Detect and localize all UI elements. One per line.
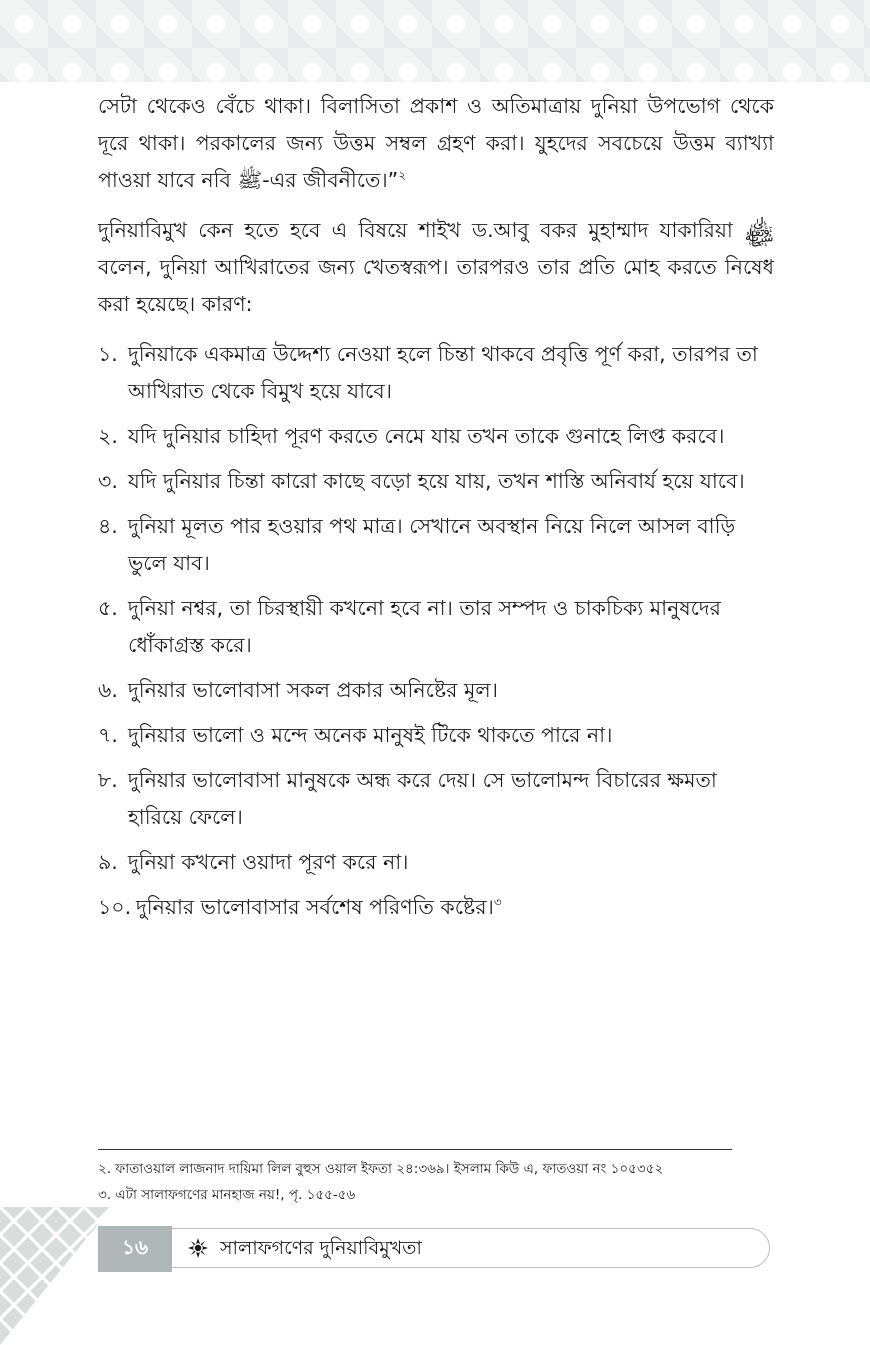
list-text: দুনিয়া মূলত পার হওয়ার পথ মাত্র। সেখানে অবস্থান নিয়ে নিলে আসল বাড়ি ভুলে যাব। <box>128 514 736 575</box>
list-item <box>98 418 774 455</box>
footnotes <box>98 1156 798 1208</box>
list-number: ৩. <box>98 469 118 493</box>
footnote-3: ৩. এটা সালাফগণের মানহাজ নয়!, পৃ. ১৫৫-৫৬ <box>98 1187 356 1203</box>
page-number: ১৬ <box>98 1226 172 1272</box>
list-text: দুনিয়ার ভালোবাসা মানুষকে অন্ধ করে দেয়। সে ভালোমন্দ বিচারের ক্ষমতা হারিয়ে ফেলে। <box>128 768 717 829</box>
list-item <box>98 672 774 709</box>
list-text: দুনিয়া কখনো ওয়াদা পূরণ করে না। <box>128 850 409 874</box>
footnote-2: ২. ফাতাওয়াল লাজনাদ দায়িমা লিল বুহুস ওয়াল ইফতা ২৪:৩৬৯। ইসলাম কিউ এ, ফাতওয়া নং ১০৫৩৫২ <box>98 1161 664 1177</box>
book-title: সালাফগণের দুনিয়াবিমুখতা <box>220 1237 422 1259</box>
list-text: দুনিয়ার ভালো ও মন্দে অনেক মানুষই টিকে থাকতে পারে না। <box>128 723 613 747</box>
footnote-ref-3[interactable]: ৩ <box>493 895 502 910</box>
list-text: যদি দুনিয়ার চাহিদা পূরণ করতে নেমে যায় তখন তাকে গুনাহে লিপ্ত করবে। <box>128 424 725 448</box>
list-item <box>98 889 774 926</box>
page-body <box>98 88 774 934</box>
footnote-ref-2[interactable]: ২ <box>398 168 407 183</box>
list-text: যদি দুনিয়ার চিন্তা কারো কাছে বড়ো হয়ে যায়, তখন শাস্তি অনিবার্য হয়ে যাবে। <box>128 469 745 493</box>
list-item <box>98 717 774 754</box>
list-item <box>98 590 774 664</box>
list-number: ৬. <box>98 678 118 702</box>
list-number: ৮. <box>98 768 118 792</box>
paragraph-text: সেটা থেকেও বেঁচে থাকা। বিলাসিতা প্রকাশ ও অতিমাত্রায় দুনিয়া উপভোগ থেকে দূরে থাকা। পরকালের জন্য উত্তম সম্বল গ্রহণ করা। যুহদের সবচেয়ে উত্তম ব্যাখ্যা পাওয়া যাবে নবি ﷺ-এর জীবনীতে।” <box>98 94 774 192</box>
list-number: ২. <box>98 424 118 448</box>
list-number: ১০. <box>98 895 132 919</box>
list-number: ৭. <box>98 723 118 747</box>
list-item <box>98 844 774 881</box>
corner-pattern <box>0 1207 112 1345</box>
list-text: দুনিয়ার ভালোবাসার সর্বশেষ পরিণতি কষ্টের। <box>136 895 494 919</box>
list-number: ১. <box>98 342 118 366</box>
list-text: দুনিয়ার ভালোবাসা সকল প্রকার অনিষ্টের মূল। <box>128 678 498 702</box>
list-text: দুনিয়া নশ্বর, তা চিরস্থায়ী কখনো হবে না। তার সম্পদ ও চাকচিক্য মানুষদের ধোঁকাগ্রস্ত করে। <box>128 596 721 657</box>
body-paragraph-1 <box>98 88 774 199</box>
footnote-divider <box>98 1149 732 1150</box>
list-number: ৫. <box>98 596 118 620</box>
list-item <box>98 463 774 500</box>
list-item <box>98 508 774 582</box>
ornament-icon <box>186 1236 210 1260</box>
list-number: ৪. <box>98 514 118 538</box>
list-text: দুনিয়াকে একমাত্র উদ্দেশ্য নেওয়া হলে চিন্তা থাকবে প্রবৃত্তি পূর্ণ করা, তারপর তা আখিরাত থেকে বিমুখ হয়ে যাবে। <box>128 342 758 403</box>
list-number: ৯. <box>98 850 118 874</box>
reasons-list <box>98 336 774 926</box>
list-item <box>98 336 774 410</box>
body-paragraph-2: দুনিয়াবিমুখ কেন হতে হবে এ বিষয়ে শাইখ ড.আবু বকর মুহাম্মাদ যাকারিয়া ﷾ বলেন, দুনিয়া আখিরাতের জন্য খেতস্বরূপ। তারপরও তার প্রতি মোহ করতে নিষেধ করা হয়েছে। কারণ: <box>98 218 774 316</box>
header-pattern <box>0 0 870 82</box>
list-item <box>98 762 774 836</box>
